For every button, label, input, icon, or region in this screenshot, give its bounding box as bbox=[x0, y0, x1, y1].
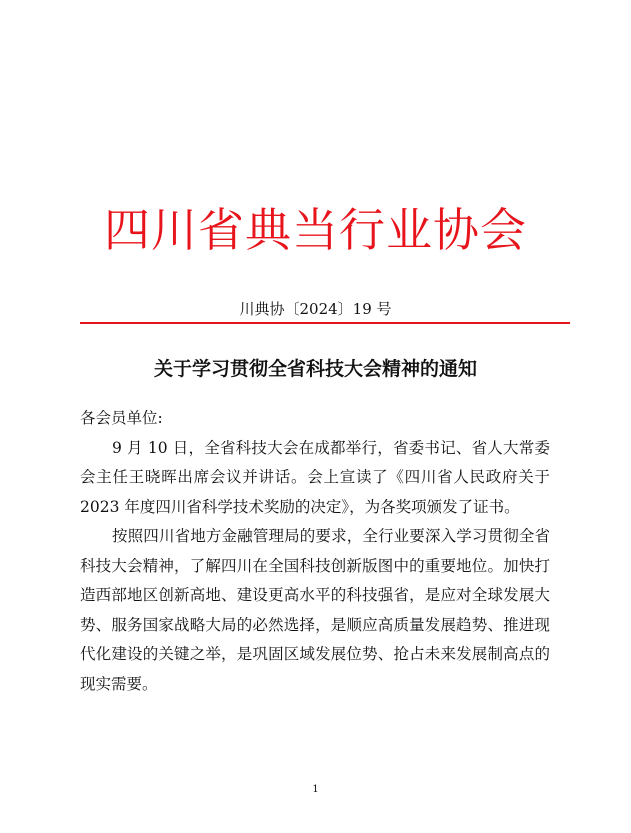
red-divider-line bbox=[80, 322, 570, 324]
notice-body bbox=[80, 404, 550, 699]
body-paragraph-1: 9 月 10 日，全省科技大会在成都举行，省委书记、省人大常委会主任王晓晖出席会议并讲话。会上宣读了《四川省人民政府关于 2023 年度四川省科学技术奖励的决定》，为各奖项颁发了证书。 bbox=[80, 438, 550, 516]
page-number: 1 bbox=[312, 784, 319, 795]
salutation: 各会员单位: bbox=[80, 409, 163, 427]
notice-title: 关于学习贯彻全省科技大会精神的通知 bbox=[153, 358, 477, 380]
body-paragraph-2: 按照四川省地方金融管理局的要求，全行业要深入学习贯彻全省科技大会精神，了解四川在全国科技创新版图中的重要地位。加快打造西部地区创新高地、建设更高水平的科技强省，是应对全球发展大势、服务国家战略大局的必然选择，是顺应高质量发展趋势、推进现代化建设的关键之举，是巩固区域发展位势、抢占未来发展制高点的现实需要。 bbox=[80, 527, 550, 693]
organization-title: 四川省典当行业协会 bbox=[104, 203, 527, 257]
document-number: 川典协〔2024〕19 号 bbox=[239, 300, 392, 318]
